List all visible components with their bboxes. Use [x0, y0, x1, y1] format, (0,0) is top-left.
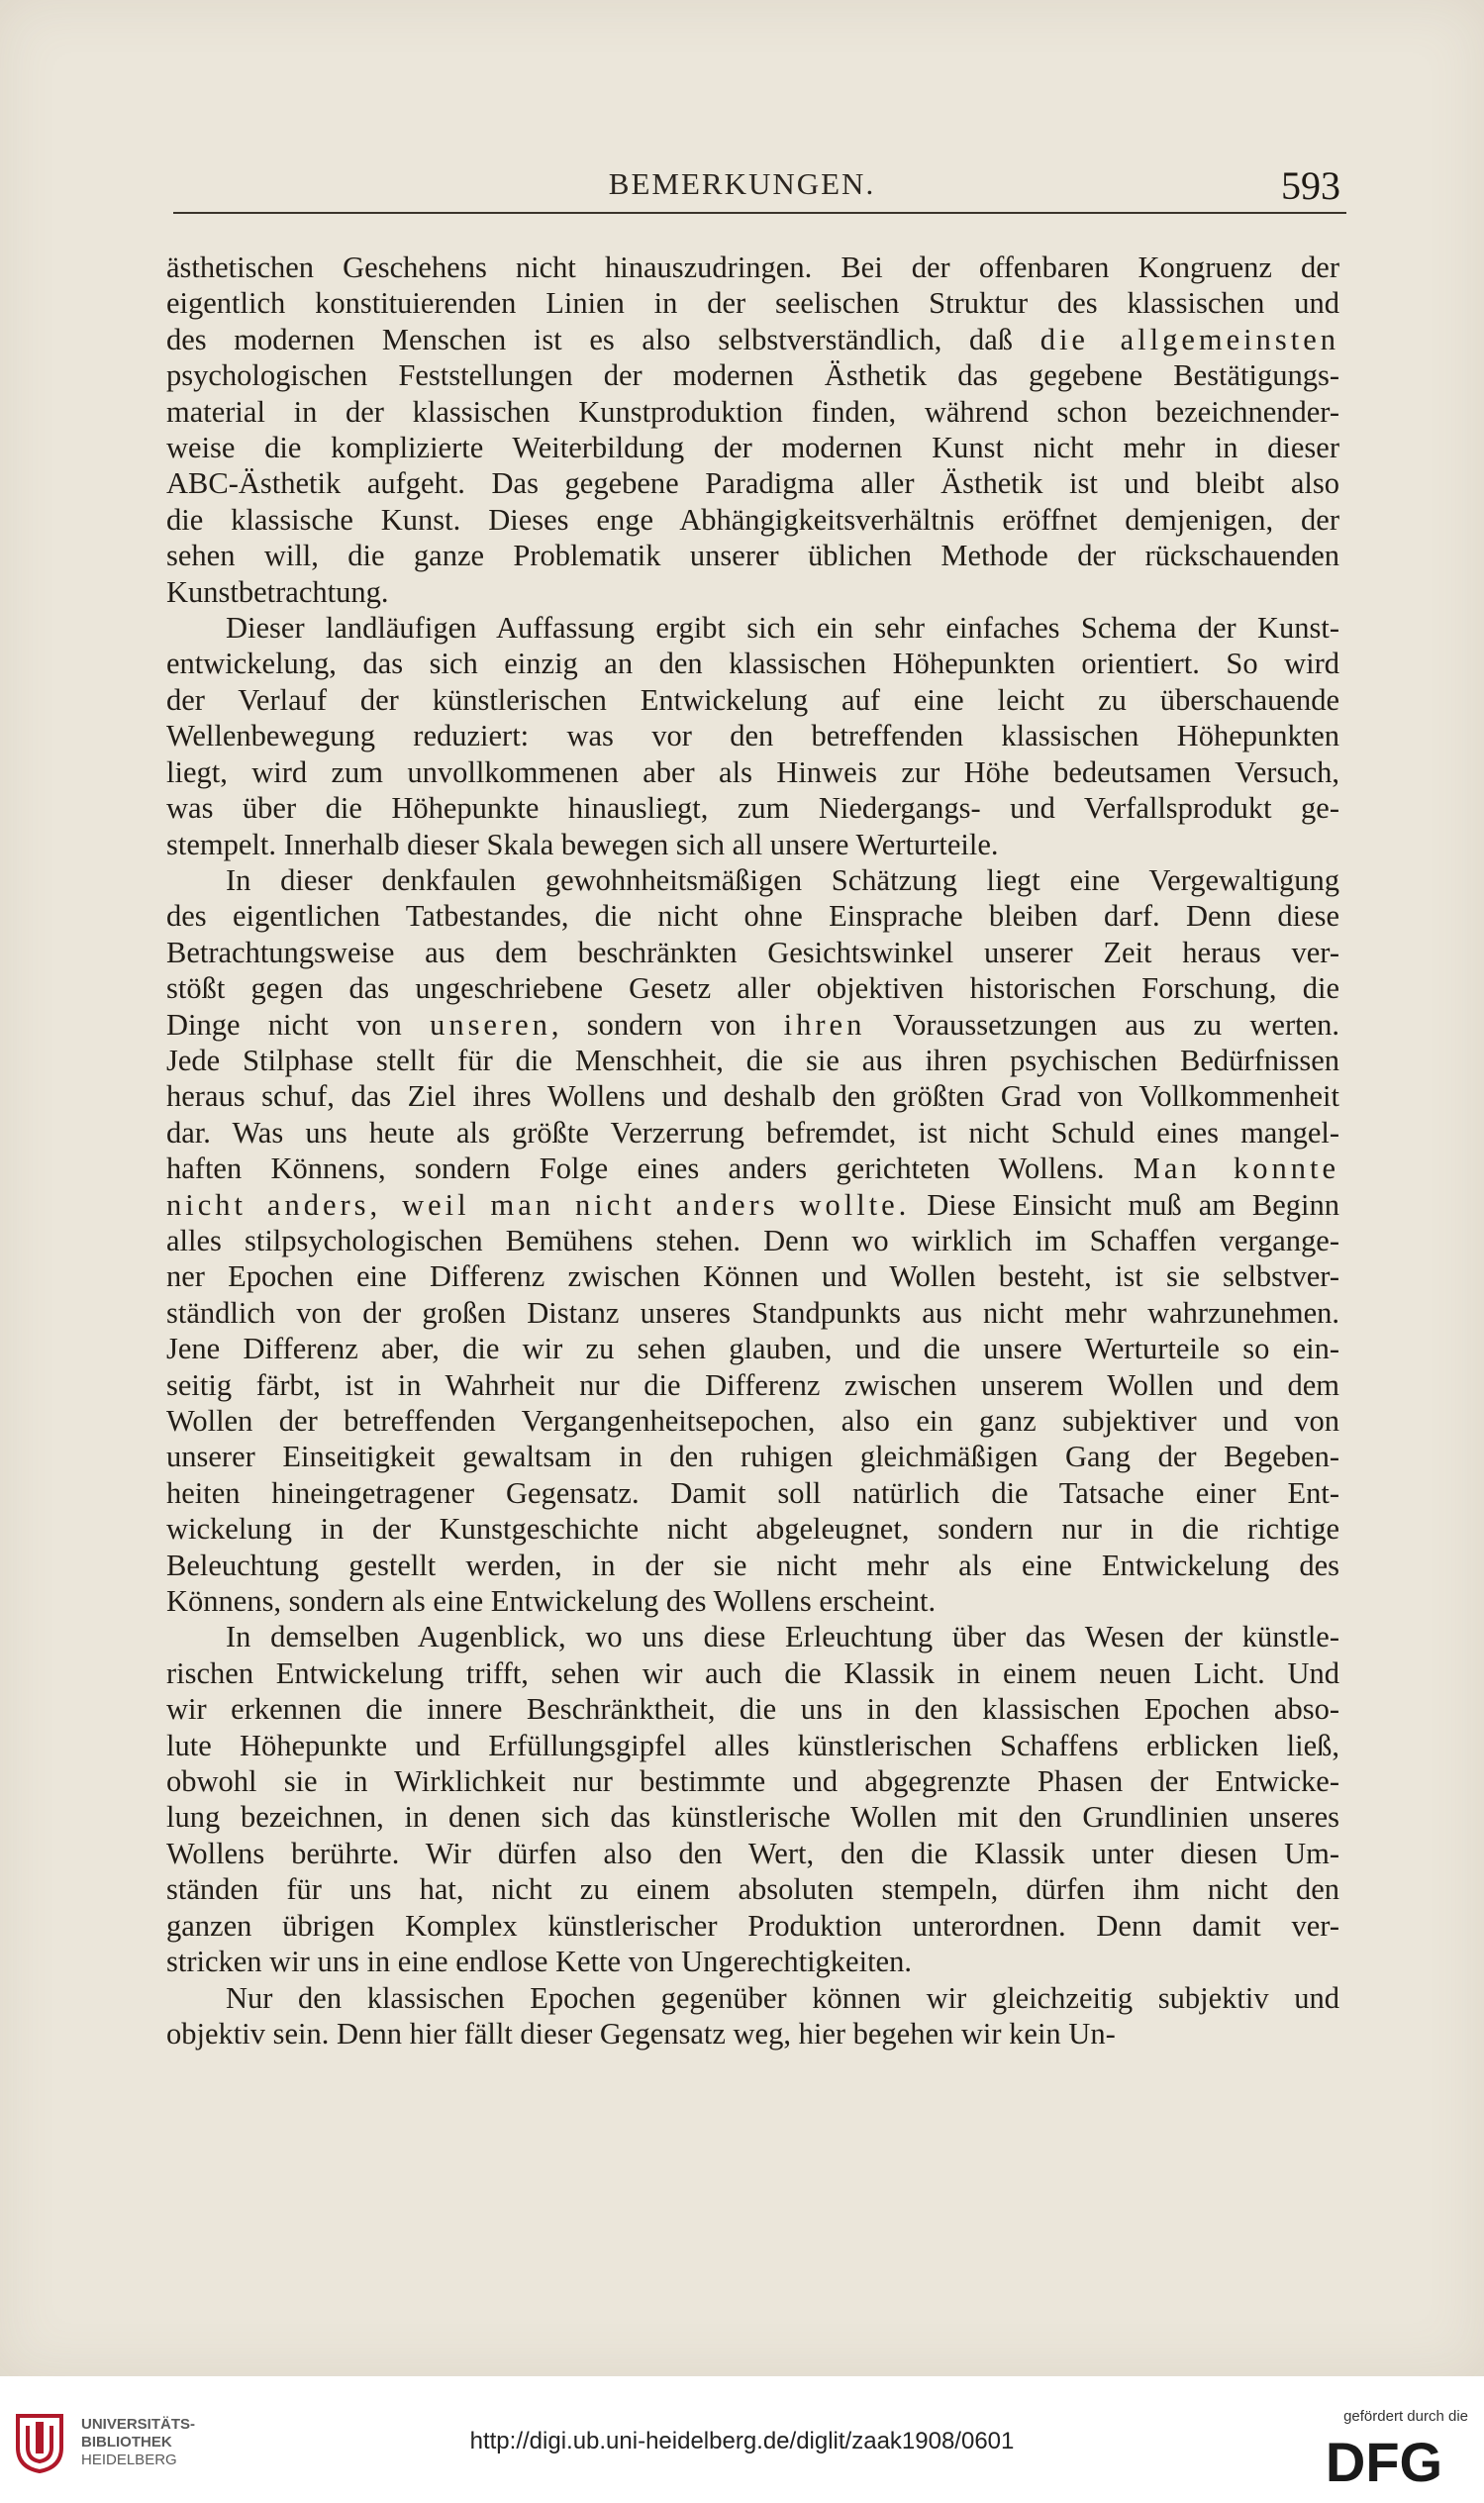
text-segment: ganzen übrigen Komplex künstlerischer Produktion unterordnen. Denn damit ver-: [166, 1908, 1339, 1943]
text-segment: wir erkennen die innere Beschränktheit, die uns in den klassischen Epochen abso-: [166, 1692, 1339, 1727]
text-line: [166, 430, 1339, 465]
text-line: [166, 1583, 1339, 1619]
text-line: [166, 1944, 1339, 1979]
text-segment: ner Epochen eine Differenz zwischen Können und Wollen besteht, ist sie selbstver-: [166, 1259, 1339, 1294]
text-segment: rischen Entwickelung trifft, sehen wir auch die Klassik in einem neuen Licht. Und: [166, 1655, 1339, 1690]
text-segment: ständlich von der großen Distanz unseres Standpunkts aus nicht mehr wahrzunehmen.: [166, 1295, 1339, 1330]
emphasized-text: unseren: [430, 1007, 551, 1042]
body-text: [166, 250, 1339, 2052]
text-segment: Wollen der betreffenden Vergangenheitsepochen, also ein ganz subjektiver und von: [166, 1404, 1339, 1438]
text-line: [166, 1763, 1339, 1799]
text-line: [166, 1258, 1339, 1294]
text-segment: Dinge nicht von: [166, 1007, 431, 1042]
text-line: [166, 1043, 1339, 1078]
text-line: [166, 574, 1339, 610]
text-segment: die klassische Kunst. Dieses enge Abhängigkeitsverhältnis eröffnet demjenigen, der: [166, 502, 1339, 537]
text-line: [166, 1439, 1339, 1474]
dfg-logo: [1300, 2432, 1468, 2489]
text-segment: heiten hineingetragener Gegensatz. Damit soll natürlich die Tatsache einer Ent-: [166, 1475, 1339, 1510]
text-line: [166, 1691, 1339, 1727]
text-line: [166, 898, 1339, 934]
text-segment: Betrachtungsweise aus dem beschränkten Gesichtswinkel unserer Zeit heraus ver-: [166, 935, 1339, 969]
text-segment: Beleuchtung gestellt werden, in der sie nicht mehr als eine Entwickelung des: [166, 1548, 1339, 1582]
text-segment: stempelt. Innerhalb dieser Skala bewegen sich all unsere Werturteile.: [166, 827, 999, 861]
text-line: [166, 394, 1339, 430]
text-segment: heraus schuf, das Ziel ihres Wollens und deshalb den größten Grad von Vollkommenheit: [166, 1079, 1339, 1114]
text-line: [166, 1619, 1339, 1654]
text-line: [166, 1475, 1339, 1511]
text-segment: In dieser denkfaulen gewohnheitsmäßigen Schätzung liegt eine Vergewaltigung: [226, 862, 1339, 897]
text-line: [166, 1980, 1339, 2016]
text-line: [166, 538, 1339, 573]
text-segment: dar. Was uns heute als größte Verzerrung befremdet, ist nicht Schuld eines mangel-: [166, 1115, 1339, 1150]
text-line: [166, 1403, 1339, 1439]
text-line: [166, 827, 1339, 862]
text-line: [166, 718, 1339, 753]
text-segment: , sondern von: [550, 1007, 784, 1042]
text-segment: Diese Einsicht muß am Beginn: [910, 1187, 1339, 1222]
emphasized-text: die allgemeinsten: [1039, 322, 1340, 356]
text-segment: entwickelung, das sich einzig an den klassischen Höhepunkten orientiert. So wird: [166, 647, 1339, 681]
text-line: [166, 1331, 1339, 1366]
text-line: [166, 357, 1339, 393]
text-line: [166, 1799, 1339, 1835]
text-line: [166, 1908, 1339, 1944]
text-line: [166, 1078, 1339, 1114]
text-line: [166, 1187, 1339, 1223]
text-segment: Voraussetzungen aus zu werten.: [865, 1007, 1339, 1042]
header-rule: [173, 212, 1346, 214]
emphasized-text: Man konnte: [1133, 1151, 1339, 1186]
library-name-line1: UNIVERSITÄTS-: [81, 2416, 196, 2433]
text-segment: ästhetischen Geschehens nicht hinauszudringen. Bei der offenbaren Kongruenz der: [166, 250, 1339, 284]
footer: [0, 2376, 1484, 2503]
text-line: [166, 790, 1339, 826]
text-segment: des modernen Menschen ist es also selbstverständlich, daß: [166, 322, 1040, 356]
text-line: [166, 610, 1339, 646]
library-name-line2: BIBLIOTHEK: [81, 2434, 172, 2451]
text-line: [166, 935, 1339, 970]
text-segment: alles stilpsychologischen Bemühens stehen. Denn wo wirklich im Schaffen vergange-: [166, 1223, 1339, 1257]
funding-note: gefördert durch die: [1343, 2408, 1468, 2425]
library-name-line3: HEIDELBERG: [81, 2452, 177, 2468]
text-line: [166, 465, 1339, 501]
text-segment: lung bezeichnen, in denen sich das künstlerische Wollen mit den Grundlinien unseres: [166, 1800, 1339, 1835]
text-line: [166, 754, 1339, 790]
text-segment: ständen für uns hat, nicht zu einem absoluten stempeln, dürfen ihm nicht den: [166, 1872, 1339, 1907]
text-segment: was über die Höhepunkte hinausliegt, zum Niedergangs- und Verfallsprodukt ge-: [166, 791, 1339, 826]
text-segment: material in der klassischen Kunstproduktion finden, während schon bezeichnender-: [166, 394, 1339, 429]
text-line: [166, 1115, 1339, 1151]
text-segment: psychologischen Feststellungen der modernen Ästhetik das gegebene Bestätigungs-: [166, 358, 1339, 393]
text-segment: Jede Stilphase stellt für die Menschheit, die sie aus ihren psychischen Bedürfnissen: [166, 1043, 1339, 1077]
text-segment: stößt gegen das ungeschriebene Gesetz aller objektiven historischen Forschung, die: [166, 971, 1339, 1006]
text-segment: In demselben Augenblick, wo uns diese Erleuchtung über das Wesen der künstle-: [226, 1620, 1339, 1654]
text-segment: Nur den klassischen Epochen gegenüber können wir gleichzeitig subjektiv und: [226, 1980, 1339, 2015]
text-line: [166, 1548, 1339, 1583]
text-line: [166, 250, 1339, 285]
emphasized-text: ihren: [783, 1007, 866, 1042]
text-segment: Kunstbetrachtung.: [166, 574, 389, 609]
text-line: [166, 322, 1339, 357]
text-line: [166, 1151, 1339, 1186]
text-line: [166, 1511, 1339, 1547]
text-segment: sehen will, die ganze Problematik unserer üblichen Methode der rückschauenden: [166, 539, 1339, 573]
text-segment: des eigentlichen Tatbestandes, die nicht ohne Einsprache bleiben darf. Denn diese: [166, 899, 1339, 934]
text-segment: lute Höhepunkte und Erfüllungsgipfel alles künstlerischen Schaffens erblicken ließ,: [166, 1728, 1339, 1762]
text-line: [166, 970, 1339, 1006]
text-segment: unserer Einseitigkeit gewaltsam in den ruhigen gleichmäßigen Gang der Begeben-: [166, 1440, 1339, 1474]
text-line: [166, 1367, 1339, 1403]
text-segment: objektiv sein. Denn hier fällt dieser Gegensatz weg, hier begehen wir kein Un-: [166, 2016, 1116, 2051]
text-line: [166, 1295, 1339, 1331]
text-line: [166, 1655, 1339, 1691]
text-line: [166, 285, 1339, 321]
text-segment: Jene Differenz aber, die wir zu sehen glauben, und die unsere Werturteile so ein-: [166, 1332, 1339, 1366]
text-segment: eigentlich konstituierenden Linien in der seelischen Struktur des klassischen und: [166, 286, 1339, 321]
emphasized-text: nicht anders, weil man nicht anders wollte.: [166, 1187, 911, 1222]
text-line: [166, 502, 1339, 538]
text-segment: Dieser landläufigen Auffassung ergibt sich ein sehr einfaches Schema der Kunst-: [226, 611, 1339, 646]
text-line: [166, 682, 1339, 718]
text-line: [166, 862, 1339, 898]
text-line: [166, 1871, 1339, 1907]
page-number: 593: [1281, 163, 1340, 208]
text-line: [166, 1836, 1339, 1871]
text-line: [166, 1223, 1339, 1258]
running-header: BEMERKUNGEN.: [608, 166, 876, 201]
permalink-url[interactable]: http://digi.ub.uni-heidelberg.de/diglit/zaak1908/0601: [469, 2428, 1015, 2454]
text-segment: stricken wir uns in eine endlose Kette von Ungerechtigkeiten.: [166, 1945, 912, 1979]
text-segment: liegt, wird zum unvollkommenen aber als Hinweis zur Höhe bedeutsamen Versuch,: [166, 754, 1339, 789]
text-segment: weise die komplizierte Weiterbildung der modernen Kunst nicht mehr in dieser: [166, 431, 1339, 465]
text-line: [166, 2016, 1339, 2052]
text-line: [166, 1007, 1339, 1043]
text-segment: Wellenbewegung reduziert: was vor den betreffenden klassischen Höhepunkten: [166, 719, 1339, 753]
text-segment: seitig färbt, ist in Wahrheit nur die Differenz zwischen unserem Wollen und dem: [166, 1367, 1339, 1402]
text-line: [166, 1728, 1339, 1763]
text-segment: wickelung in der Kunstgeschichte nicht abgeleugnet, sondern nur in die richtige: [166, 1512, 1339, 1547]
text-segment: haften Könnens, sondern Folge eines anders gerichteten Wollens.: [166, 1151, 1134, 1186]
text-segment: Wollens berührte. Wir dürfen also den Wert, den die Klassik unter diesen Um-: [166, 1836, 1339, 1870]
text-segment: Könnens, sondern als eine Entwickelung des Wollens erscheint.: [166, 1584, 937, 1619]
dfg-logo-text: DFG: [1325, 2432, 1443, 2489]
text-segment: ABC-Ästhetik aufgeht. Das gegebene Paradigma aller Ästhetik ist und bleibt also: [166, 466, 1339, 501]
text-line: [166, 646, 1339, 681]
text-segment: der Verlauf der künstlerischen Entwickelung auf eine leicht zu überschauende: [166, 682, 1339, 717]
text-segment: obwohl sie in Wirklichkeit nur bestimmte und abgegrenzte Phasen der Entwicke-: [166, 1764, 1339, 1799]
